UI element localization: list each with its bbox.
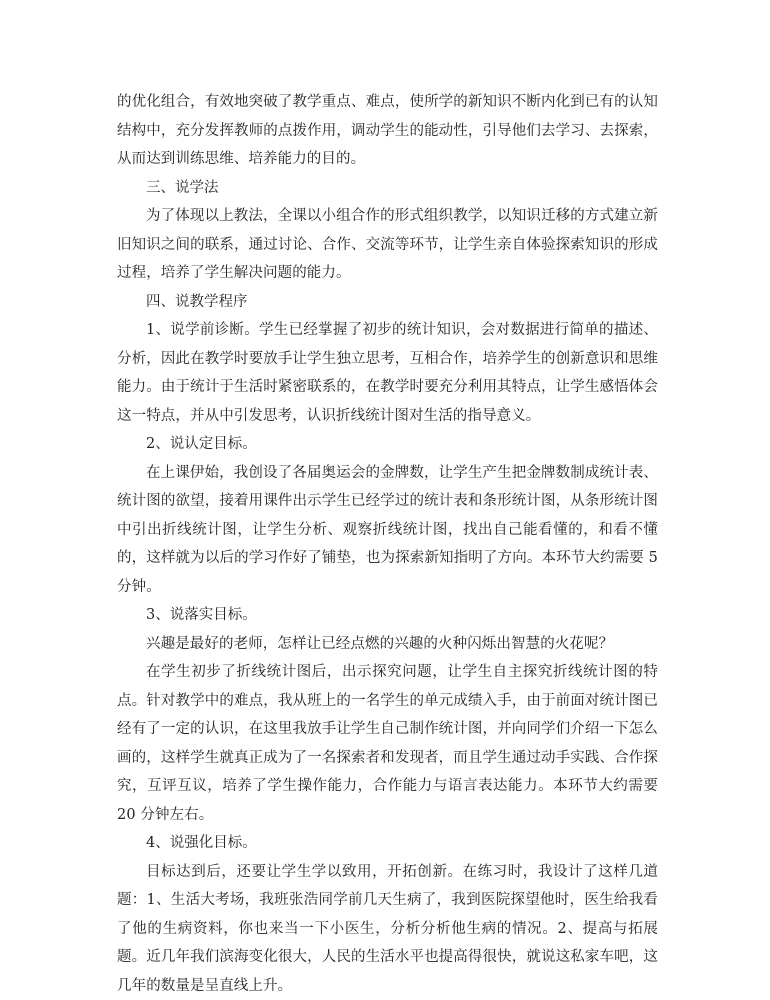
section-heading-teaching-procedure: 四、说教学程序 [146,293,248,310]
paragraph-6: 在学生初步了折线统计图后，出示探究问题，让学生自主探究折线统计图的特点。针对教学中的难点，我从班上的一名学生的单元成绩入手，由于前面对统计图已经有了一定的认识，在这里我放手让学生自己制作统计图，并向同学们介绍一下怎么画的，这样学生就真正成为了一名探索者和发现者，而且学生通过动手实践、合作探究，互评互议，培养了学生操作能力，合作能力与语言表达能力。本环节大约需要 20 分钟左右。 [117,664,658,823]
paragraph-2: 为了体现以上教法，全课以小组合作的形式组织教学，以知识迁移的方式建立新旧知识之间的联系，通过讨论、合作、交流等环节，让学生亲自体验探索知识的形成过程，培养了学生解决问题的能力。 [117,208,658,281]
paragraph-3: 1、说学前诊断。学生已经掌握了初步的统计知识，会对数据进行简单的描述、分析，因此在教学时要放手让学生独立思考，互相合作，培养学生的创新意识和思维能力。由于统计于生活时紧密联系的，在教学时要充分利用其特点，让学生感悟体会这一特点，并从中引发思考，认识折线统计图对生活的指导意义。 [117,322,658,424]
subheading-implement-goals: 3、说落实目标。 [146,607,257,623]
paragraph-7: 目标达到后，还要让学生学以致用，开拓创新。在练习时，我设计了这样几道题：1、生活大考场，我班张浩同学前几天生病了，我到医院探望他时，医生给我看了他的生病资料，你也来当一下小医生，分析分析他生病的情况。2、提高与拓展题。近几年我们滨海变化很大，人民的生活水平也提高得很快，就说这私家车吧，这几年的数量是呈直线上升。 [117,863,658,994]
section-heading-study-method: 三、说学法 [146,179,219,196]
subheading-set-goals: 2、说认定目标。 [146,436,257,452]
paragraph-5: 兴趣是最好的老师，怎样让已经点燃的兴趣的火种闪烁出智慧的火花呢？ [146,635,614,652]
paragraph-1: 的优化组合，有效地突破了教学重点、难点，使所学的新知识不断内化到已有的认知结构中，充分发挥教师的点拨作用，调动学生的能动性，引导他们去学习、去探索，从而达到训练思维、培养能力的目的。 [117,94,658,167]
paragraph-4: 在上课伊始，我创设了各届奥运会的金牌数，让学生产生把金牌数制成统计表、统计图的欲望，接着用课件出示学生已经学过的统计表和条形统计图，从条形统计图中引出折线统计图，让学生分析、观察折线统计图，找出自己能看懂的，和看不懂的，这样就为以后的学习作好了铺垫，也为探索新知指明了方向。本环节大约需要 5 分钟。 [117,464,658,595]
subheading-reinforce-goals: 4、说强化目标。 [146,835,257,851]
